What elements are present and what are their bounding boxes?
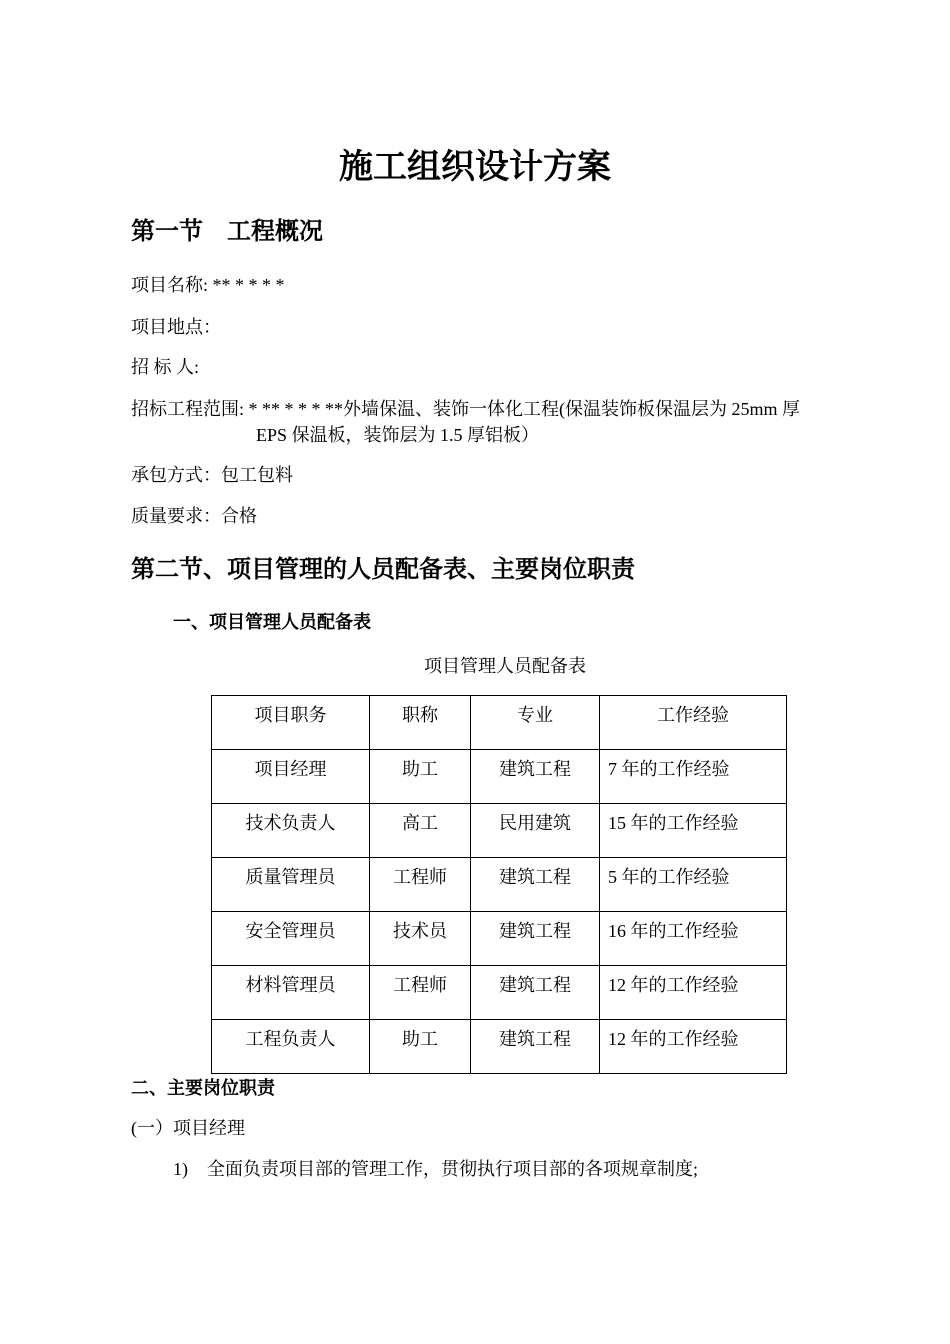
table-row xyxy=(212,966,787,1020)
table-cell: 建筑工程 xyxy=(471,750,600,804)
table-cell: 材料管理员 xyxy=(212,966,370,1020)
bidder-line: 招 标 人: xyxy=(131,357,200,377)
table-cell: 建筑工程 xyxy=(471,858,600,912)
table-cell: 5 年的工作经验 xyxy=(600,858,787,912)
table-cell: 民用建筑 xyxy=(471,804,600,858)
scope-line-2: EPS 保温板，装饰层为 1.5 厚铝板） xyxy=(256,425,540,445)
project-location-line: 项目地点： xyxy=(131,317,221,337)
table-cell: 15 年的工作经验 xyxy=(600,804,787,858)
header-cell: 项目职务 xyxy=(212,696,370,750)
table-row xyxy=(212,750,787,804)
staff-table xyxy=(211,695,787,1074)
table-cell: 工程负责人 xyxy=(212,1020,370,1074)
table-cell: 12 年的工作经验 xyxy=(600,1020,787,1074)
table-cell: 助工 xyxy=(370,1020,471,1074)
table-cell: 12 年的工作经验 xyxy=(600,966,787,1020)
table-cell: 建筑工程 xyxy=(471,1020,600,1074)
header-cell: 工作经验 xyxy=(600,696,787,750)
contract-mode-line: 承包方式：包工包料 xyxy=(131,465,293,485)
subsection-staff-table: 一、项目管理人员配备表 xyxy=(173,612,371,632)
table-cell: 技术员 xyxy=(370,912,471,966)
table-cell: 16 年的工作经验 xyxy=(600,912,787,966)
table-cell: 安全管理员 xyxy=(212,912,370,966)
table-cell: 质量管理员 xyxy=(212,858,370,912)
table-cell: 高工 xyxy=(370,804,471,858)
table-row xyxy=(212,1020,787,1074)
table-cell: 建筑工程 xyxy=(471,966,600,1020)
table-cell: 项目经理 xyxy=(212,750,370,804)
table-cell: 7 年的工作经验 xyxy=(600,750,787,804)
table-row xyxy=(212,804,787,858)
quality-line: 质量要求：合格 xyxy=(131,506,257,526)
header-cell: 职称 xyxy=(370,696,471,750)
table-cell: 助工 xyxy=(370,750,471,804)
pm-heading: (一）项目经理 xyxy=(131,1118,245,1138)
table-caption: 项目管理人员配备表 xyxy=(424,656,586,676)
table-row xyxy=(212,912,787,966)
table-cell: 工程师 xyxy=(370,858,471,912)
header-cell: 专业 xyxy=(471,696,600,750)
subsection-duties: 二、主要岗位职责 xyxy=(131,1078,275,1098)
section2-heading: 第二节、项目管理的人员配备表、主要岗位职责 xyxy=(131,557,635,583)
table-cell: 工程师 xyxy=(370,966,471,1020)
table-header-row xyxy=(212,696,787,750)
project-name-line: 项目名称: ** * * * * xyxy=(131,275,285,295)
document-title: 施工组织设计方案 xyxy=(339,149,611,186)
table-cell: 技术负责人 xyxy=(212,804,370,858)
scope-line-1: 招标工程范围: * ** * * * **外墙保温、装饰一体化工程(保温装饰板保温层为 25mm 厚 xyxy=(131,399,800,419)
pm-item-number: 1) xyxy=(173,1159,188,1179)
table-cell: 建筑工程 xyxy=(471,912,600,966)
section1-heading: 第一节 工程概况 xyxy=(131,219,323,245)
table-row xyxy=(212,858,787,912)
pm-item-text: 全面负责项目部的管理工作，贯彻执行项目部的各项规章制度; xyxy=(207,1159,698,1179)
